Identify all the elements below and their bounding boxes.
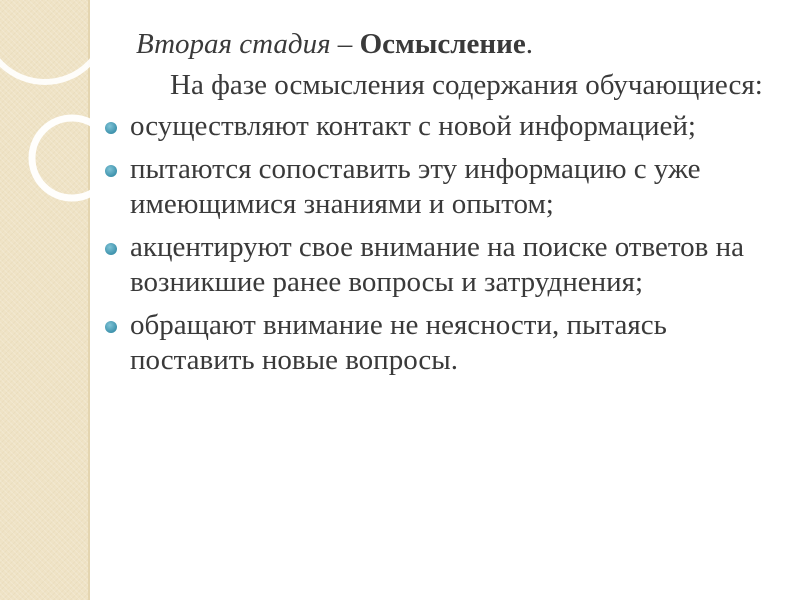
bullet-dot-icon [105,321,117,333]
list-item-text: обращают внимание не неясности, пытаясь поставить новые вопросы. [130,309,667,376]
bullet-dot-icon [105,165,117,177]
list-item-text: осуществляют контакт с новой информацией; [130,110,696,142]
list-item [100,308,780,378]
title-lead: Вторая стадия – [136,28,360,60]
slide-title [136,26,780,62]
list-item-text: пытаются сопоставить эту информацию с уже имеющимися знаниями и опытом; [130,153,701,220]
intro-paragraph: На фазе осмысления содержания обучающиеся: [170,69,763,101]
slide-content [100,26,780,386]
list-item [100,109,780,144]
title-emphasis: Осмысление [359,28,526,60]
bullet-dot-icon [105,243,117,255]
title-trail: . [525,28,533,60]
list-item [100,230,780,300]
bullet-dot-icon [105,122,117,134]
bullet-list [100,109,780,378]
list-item-text: акцентируют свое внимание на поиске ответов на возникшие ранее вопросы и затруднения; [130,231,744,298]
list-item [100,152,780,222]
